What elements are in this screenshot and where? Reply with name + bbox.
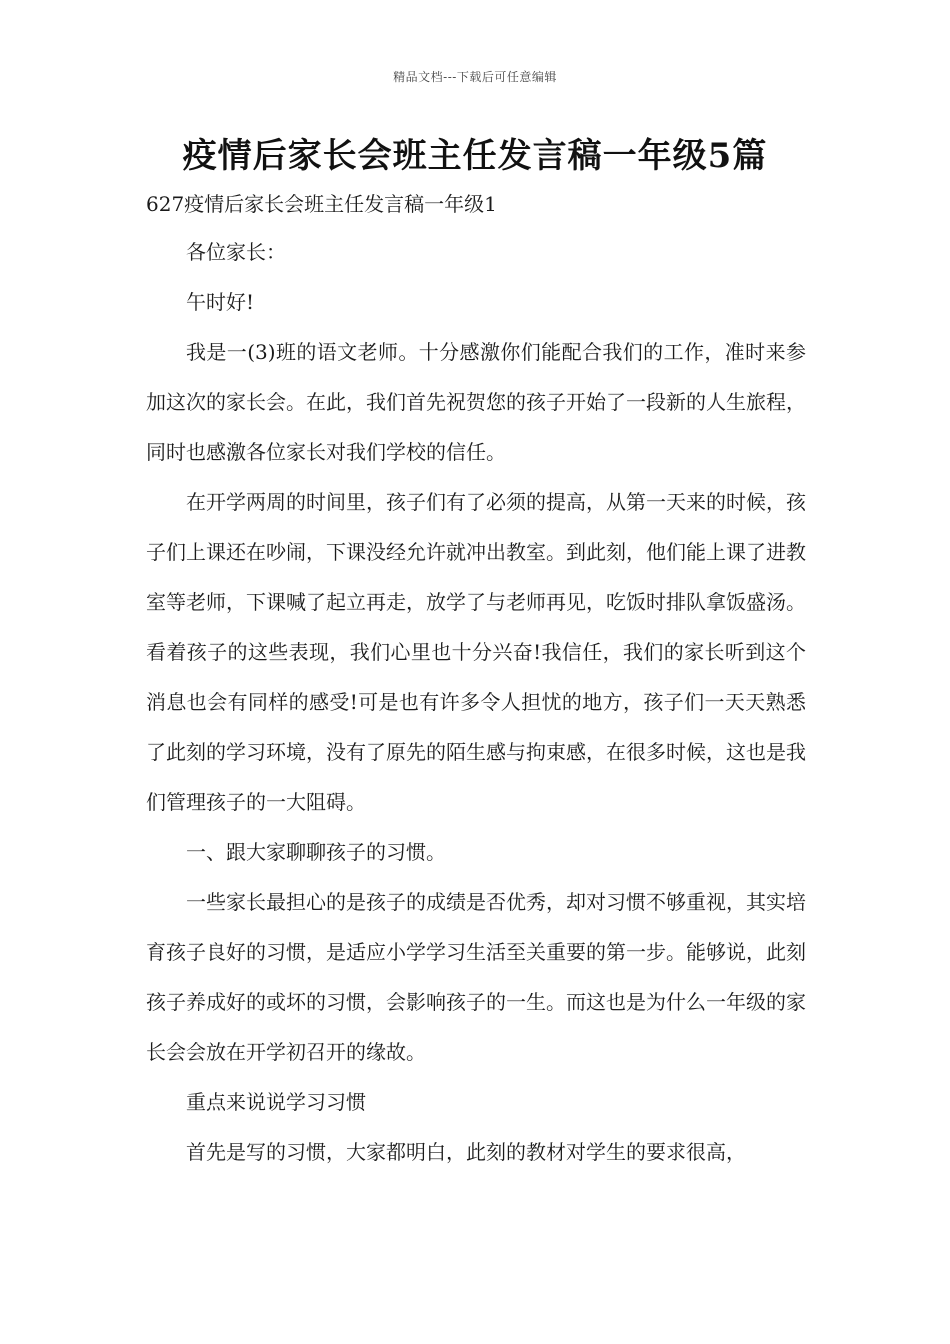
paragraph-writing-habit: 首先是写的习惯，大家都明白，此刻的教材对学生的要求很高， [186, 1140, 746, 1164]
paragraph-progress: 在开学两周的时间里，孩子们有了必须的提高，从第一天来的时候，孩子们上课还在吵闹，下课没经允许就冲出教室。到此刻，他们能上课了进教室等老师，下课喊了起立再走，放学了与老师再见，吃饭时排队拿饭盛汤。看着孩子的这些表现，我们心里也十分兴奋!我信任，我们的家长听到这个消息也会有同样的感受!可是也有许多令人担忧的地方，孩子们一天天熟悉了此刻的学习环境，没有了原先的陌生感与拘束感，在很多时候，这也是我们管理孩子的一大阻碍。 [146, 490, 806, 814]
body-text [146, 227, 806, 1177]
paragraph-greeting: 各位家长： [186, 240, 286, 264]
section-subtitle: 627疫情后家长会班主任发言稿一年级1 [146, 192, 497, 216]
paragraph-study-habits-heading: 重点来说说学习习惯 [186, 1090, 366, 1114]
paragraph-intro: 我是一(3)班的语文老师。十分感激你们能配合我们的工作，准时来参加这次的家长会。在此，我们首先祝贺您的孩子开始了一段新的人生旅程，同时也感激各位家长对我们学校的信任。 [146, 340, 806, 464]
paragraph-habits: 一些家长最担心的是孩子的成绩是否优秀，却对习惯不够重视，其实培育孩子良好的习惯，是适应小学学习生活至关重要的第一步。能够说，此刻孩子养成好的或坏的习惯，会影响孩子的一生。而这也是为什么一年级的家长会会放在开学初召开的缘故。 [146, 890, 806, 1064]
document-title: 疫情后家长会班主任发言稿一年级5篇 [182, 136, 768, 176]
header-note: 精品文档---下载后可任意编辑 [393, 70, 557, 84]
paragraph-section-heading: 一、跟大家聊聊孩子的习惯。 [186, 840, 446, 864]
paragraph-salutation: 午时好! [186, 290, 255, 314]
